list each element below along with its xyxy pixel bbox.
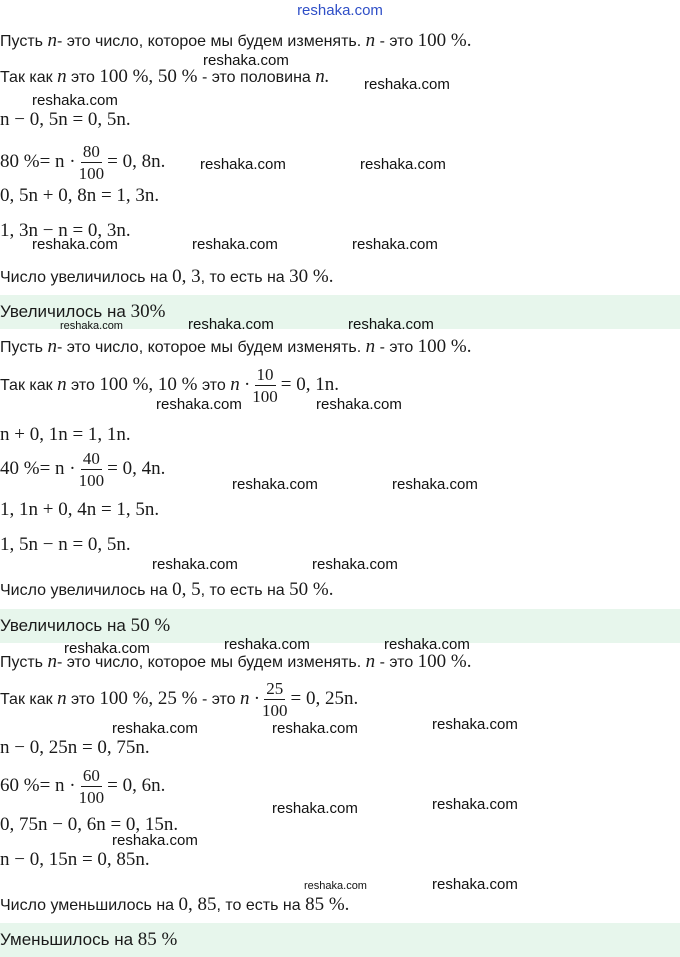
line-text: это bbox=[66, 691, 100, 708]
task3-eq4: n − 0, 15n = 0, 85n. bbox=[0, 849, 150, 870]
answer-text: Уменьшилось на bbox=[0, 930, 138, 949]
task2-eq4: 1, 5n − n = 0, 5n. bbox=[0, 534, 131, 555]
watermark: reshaka.com bbox=[272, 720, 358, 737]
var-n: n bbox=[57, 374, 67, 395]
intro-text: - это bbox=[375, 33, 418, 50]
watermark: reshaka.com bbox=[384, 636, 470, 653]
intro-text: Пусть bbox=[0, 339, 48, 356]
fraction-numerator: 10 bbox=[256, 365, 274, 385]
task1-intro bbox=[0, 31, 472, 52]
intro-text: - это число, которое мы будем изменять. bbox=[56, 33, 366, 50]
task1-eq3: 0, 5n + 0, 8n = 1, 3n. bbox=[0, 185, 160, 206]
fraction-numerator: 60 bbox=[82, 766, 100, 786]
equation-part: = n · bbox=[39, 775, 76, 796]
task1-eq2 bbox=[0, 140, 165, 185]
line-text: - это половина bbox=[197, 69, 316, 86]
watermark: reshaka.com bbox=[64, 640, 150, 657]
percent-value: 40 % bbox=[0, 458, 40, 479]
conclusion-text: Число увеличилось на bbox=[0, 269, 173, 286]
equation-part: = n · bbox=[39, 151, 76, 172]
percent-value: 100 %. bbox=[417, 336, 472, 357]
fraction-numerator: 25 bbox=[266, 679, 284, 699]
task2-conclusion bbox=[0, 580, 333, 601]
task3-line2 bbox=[0, 675, 358, 724]
watermark: reshaka.com bbox=[432, 716, 518, 733]
answer-text: Увеличилось на bbox=[0, 302, 131, 321]
intro-text: - это bbox=[375, 654, 418, 671]
conclusion-percent: 30 %. bbox=[289, 266, 334, 287]
task1-eq1: n − 0, 5n = 0, 5n. bbox=[0, 109, 131, 130]
task3-eq2 bbox=[0, 762, 165, 811]
watermark: reshaka.com bbox=[348, 316, 434, 333]
equation-part: = 0, 1n. bbox=[280, 374, 339, 395]
fraction bbox=[262, 680, 288, 719]
line-text: это bbox=[66, 69, 100, 86]
conclusion-value: 0, 5 bbox=[172, 579, 201, 600]
task2-eq3: 1, 1n + 0, 4n = 1, 5n. bbox=[0, 499, 160, 520]
watermark: reshaka.com bbox=[112, 832, 198, 849]
watermark: reshaka.com bbox=[312, 556, 398, 573]
conclusion-text: , то есть на bbox=[200, 269, 290, 286]
watermark: reshaka.com bbox=[272, 800, 358, 817]
task1-eq4: 1, 3n − n = 0, 3n. bbox=[0, 220, 131, 241]
var-n: n bbox=[47, 651, 57, 672]
fraction-numerator: 40 bbox=[82, 449, 100, 469]
intro-text: - это bbox=[375, 339, 418, 356]
var-n: n bbox=[365, 30, 376, 51]
conclusion-text: , то есть на bbox=[216, 897, 306, 914]
answer-value: 85 % bbox=[137, 929, 178, 950]
fraction bbox=[79, 143, 105, 182]
watermark: reshaka.com bbox=[232, 476, 318, 493]
watermark: reshaka.com bbox=[32, 236, 118, 253]
watermark: reshaka.com bbox=[156, 396, 242, 413]
task2-eq1: n + 0, 1n = 1, 1n. bbox=[0, 424, 131, 445]
answer-value: 50 % bbox=[130, 615, 171, 636]
var-n: n. bbox=[315, 66, 330, 87]
fraction-denominator: 100 bbox=[252, 387, 278, 407]
equation-part: = n · bbox=[39, 458, 76, 479]
conclusion-percent: 50 %. bbox=[289, 579, 334, 600]
watermark: reshaka.com bbox=[32, 92, 118, 109]
task3-answer bbox=[0, 923, 177, 957]
watermark: reshaka.com bbox=[152, 556, 238, 573]
task2-eq2 bbox=[0, 445, 165, 494]
watermark: reshaka.com bbox=[392, 476, 478, 493]
equation-part: n · bbox=[240, 688, 260, 709]
watermark: reshaka.com bbox=[360, 156, 446, 173]
task3-eq1: n − 0, 25n = 0, 75n. bbox=[0, 737, 150, 758]
watermark: reshaka.com bbox=[60, 320, 123, 332]
conclusion-value: 0, 85 bbox=[178, 894, 217, 915]
watermark: reshaka.com bbox=[316, 396, 402, 413]
percent-value: 100 %, 50 % bbox=[99, 66, 198, 87]
line-text: - это bbox=[197, 691, 241, 708]
task1-conclusion bbox=[0, 267, 333, 288]
line-text: это bbox=[197, 377, 231, 394]
conclusion-text: , то есть на bbox=[200, 582, 290, 599]
watermark: reshaka.com bbox=[352, 236, 438, 253]
percent-value: 80 % bbox=[0, 151, 40, 172]
watermark: reshaka.com bbox=[432, 876, 518, 893]
watermark: reshaka.com bbox=[188, 316, 274, 333]
fraction bbox=[252, 366, 278, 405]
intro-text: Пусть bbox=[0, 33, 48, 50]
percent-value: 100 %, 10 % bbox=[99, 374, 198, 395]
var-n: n bbox=[57, 688, 67, 709]
line-text: Так как bbox=[0, 69, 58, 86]
task2-intro bbox=[0, 337, 472, 358]
intro-text: - это число, которое мы будем изменять. bbox=[56, 654, 366, 671]
percent-value: 100 %. bbox=[417, 651, 472, 672]
watermark: reshaka.com bbox=[112, 720, 198, 737]
watermark: reshaka.com bbox=[203, 52, 289, 69]
watermark: reshaka.com bbox=[192, 236, 278, 253]
answer-value: 30% bbox=[130, 301, 166, 322]
conclusion-percent: 85 %. bbox=[305, 894, 350, 915]
var-n: n bbox=[365, 651, 376, 672]
equation-part: = 0, 8n. bbox=[107, 151, 166, 172]
fraction bbox=[79, 450, 105, 489]
intro-text: Пусть bbox=[0, 654, 48, 671]
percent-value: 100 %, 25 % bbox=[99, 688, 198, 709]
site-header-link[interactable]: reshaka.com bbox=[297, 2, 383, 19]
task3-conclusion bbox=[0, 895, 349, 916]
fraction-denominator: 100 bbox=[78, 471, 105, 491]
answer-text: Увеличилось на bbox=[0, 616, 131, 635]
watermark: reshaka.com bbox=[200, 156, 286, 173]
var-n: n bbox=[47, 30, 57, 51]
equation-part: = 0, 4n. bbox=[107, 458, 166, 479]
equation-part: = 0, 6n. bbox=[107, 775, 166, 796]
watermark: reshaka.com bbox=[364, 76, 450, 93]
conclusion-value: 0, 3 bbox=[172, 266, 201, 287]
task1-line2 bbox=[0, 67, 330, 88]
task3-eq3: 0, 75n − 0, 6n = 0, 15n. bbox=[0, 814, 179, 835]
fraction-denominator: 100 bbox=[78, 788, 105, 808]
conclusion-text: Число увеличилось на bbox=[0, 582, 173, 599]
conclusion-text: Число уменьшилось на bbox=[0, 897, 179, 914]
line-text: это bbox=[66, 377, 100, 394]
watermark: reshaka.com bbox=[432, 796, 518, 813]
line-text: Так как bbox=[0, 691, 58, 708]
fraction bbox=[79, 767, 105, 806]
var-n: n bbox=[57, 66, 67, 87]
equation-part: = 0, 25n. bbox=[290, 688, 359, 709]
fraction-denominator: 100 bbox=[78, 164, 105, 184]
percent-value: 100 %. bbox=[417, 30, 472, 51]
fraction-numerator: 80 bbox=[82, 142, 100, 162]
var-n: n bbox=[365, 336, 376, 357]
line-text: Так как bbox=[0, 377, 58, 394]
var-n: n bbox=[47, 336, 57, 357]
equation-part: n · bbox=[230, 374, 250, 395]
percent-value: 60 % bbox=[0, 775, 40, 796]
intro-text: - это число, которое мы будем изменять. bbox=[56, 339, 366, 356]
watermark: reshaka.com bbox=[304, 880, 367, 892]
watermark: reshaka.com bbox=[224, 636, 310, 653]
fraction-denominator: 100 bbox=[262, 701, 288, 721]
task2-answer bbox=[0, 609, 170, 643]
